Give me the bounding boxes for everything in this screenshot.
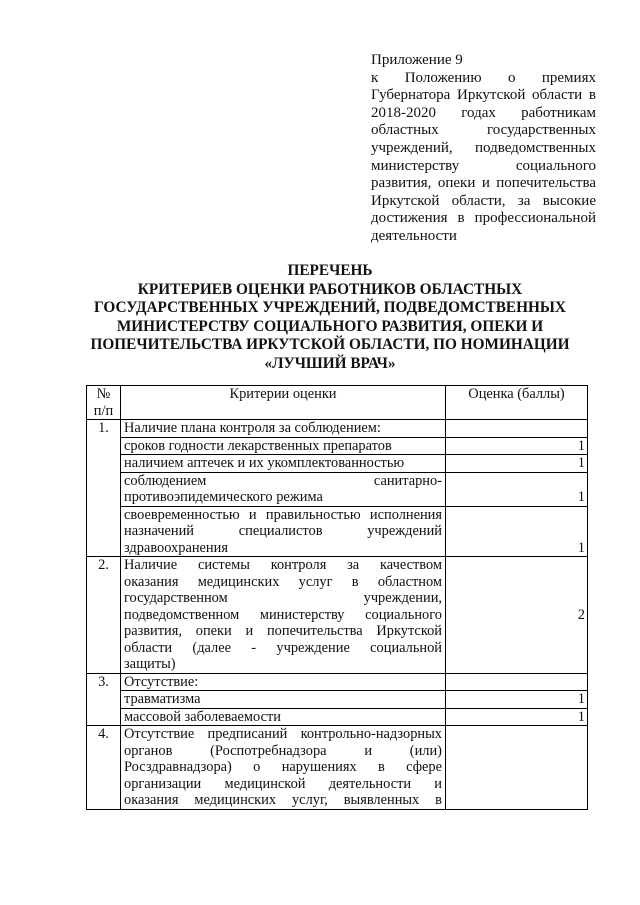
document-title: [40, 262, 620, 373]
table-row: [87, 691, 588, 709]
criterion-line: массовой заболеваемости: [124, 708, 281, 725]
title-line: МИНИСТЕРСТВУ СОЦИАЛЬНОГО РАЗВИТИЯ, ОПЕКИ И: [116, 317, 544, 335]
row-number: [87, 472, 121, 506]
appendix-line: учреждений, подведомственных: [371, 139, 596, 156]
row-score: 1: [446, 506, 588, 557]
criterion-line: противоэпидемического режима: [124, 489, 323, 505]
appendix-line: областных государственных: [371, 122, 596, 139]
row-criterion: [121, 557, 446, 674]
criterion-line: сроков годности лекарственных препаратов: [124, 437, 392, 454]
table-row: [87, 708, 588, 726]
header-criteria: Критерии оценки: [121, 386, 446, 420]
criterion-line: Отсутствие:: [124, 673, 199, 690]
appendix-line: достижения в профессиональной: [371, 210, 596, 227]
table-row: [87, 506, 588, 557]
table-row: [87, 455, 588, 473]
criterion-line: наличием аптечек и их укомплектованностью: [124, 455, 405, 471]
criterion-line: Отсутствие предписаний контрольно-надзорных: [124, 726, 442, 742]
row-criterion: [121, 455, 446, 473]
criterion-line: Наличие плана контроля за соблюдением:: [124, 420, 381, 436]
table-row: [87, 726, 588, 810]
row-number: [87, 691, 121, 709]
criterion-line: здравоохранения: [124, 539, 228, 556]
row-criterion: [121, 472, 446, 506]
row-score: 1: [446, 691, 588, 709]
row-criterion: [121, 437, 446, 455]
criterion-line: оказания медицинских услуг, выявленных в: [124, 792, 442, 808]
row-criterion: [121, 691, 446, 709]
appendix-line: развития, опеки и попечительства: [371, 175, 596, 192]
row-criterion: [121, 673, 446, 691]
table-row: [87, 557, 588, 674]
criterion-line: Наличие системы контроля за качеством: [124, 557, 442, 573]
row-score: 1: [446, 472, 588, 506]
title-line: ПЕРЕЧЕНЬ: [287, 262, 373, 279]
title-line: ГОСУДАРСТВЕННЫХ УЧРЕЖДЕНИЙ, ПОДВЕДОМСТВЕННЫХ: [94, 299, 566, 316]
appendix-line: Губернатора Иркутской области в: [371, 87, 596, 104]
criterion-line: развития, опеки и попечительства Иркутской: [124, 623, 442, 639]
appendix-line: деятельности: [371, 227, 457, 244]
row-criterion: [121, 506, 446, 557]
table-row: [87, 472, 588, 506]
row-score: 1: [446, 455, 588, 473]
row-score: 2: [446, 557, 588, 674]
row-number: [87, 437, 121, 455]
criterion-line: соблюдением санитарно-: [124, 472, 442, 489]
criterion-line: защиты): [124, 656, 176, 672]
criterion-line: организации медицинской деятельности и: [124, 775, 442, 792]
appendix-line: к Положению о премиях: [371, 69, 596, 86]
row-score: 1: [446, 708, 588, 726]
table-header-row: [87, 386, 588, 420]
appendix-line: Приложение 9: [371, 52, 463, 68]
criterion-line: назначений специалистов учреждений: [124, 523, 442, 539]
row-number: [87, 455, 121, 473]
appendix-line: министерству социального: [371, 157, 596, 174]
criterion-line: оказания медицинских услуг в областном: [124, 573, 442, 590]
row-number: 1.: [87, 420, 121, 438]
row-score: 1: [446, 437, 588, 455]
criterion-line: Росздравнадзора) о нарушениях в сфере: [124, 759, 442, 775]
criterion-line: государственном учреждении,: [124, 590, 442, 606]
criterion-line: области (далее - учреждение социальной: [124, 639, 442, 656]
row-number: [87, 506, 121, 557]
header-score: Оценка (баллы): [446, 386, 588, 420]
header-number: № п/п: [87, 386, 121, 420]
table-row: [87, 420, 588, 438]
appendix-line: 2018-2020 годах работникам: [371, 104, 596, 121]
appendix-line: Иркутской области, за высокие: [371, 192, 596, 209]
appendix-note: [371, 52, 596, 246]
row-score: [446, 726, 588, 810]
row-criterion: [121, 420, 446, 438]
row-score: [446, 420, 588, 438]
row-criterion: [121, 708, 446, 726]
row-number: 2.: [87, 557, 121, 674]
criterion-line: подведомственном министерству социального: [124, 606, 442, 623]
row-score: [446, 673, 588, 691]
row-number: 3.: [87, 673, 121, 691]
criterion-line: своевременностью и правильностью исполнения: [124, 506, 442, 523]
table-row: [87, 673, 588, 691]
title-line: ПОПЕЧИТЕЛЬСТВА ИРКУТСКОЙ ОБЛАСТИ, ПО НОМИНАЦИИ: [90, 336, 570, 353]
criterion-line: травматизма: [124, 691, 201, 707]
criterion-line: органов (Роспотребнадзора и (или): [124, 742, 442, 759]
criteria-table: [86, 385, 588, 810]
row-criterion: [121, 726, 446, 810]
title-line: КРИТЕРИЕВ ОЦЕНКИ РАБОТНИКОВ ОБЛАСТНЫХ: [137, 280, 523, 298]
title-line: «ЛУЧШИЙ ВРАЧ»: [264, 354, 396, 372]
table-row: [87, 437, 588, 455]
row-number: [87, 708, 121, 726]
row-number: 4.: [87, 726, 121, 810]
